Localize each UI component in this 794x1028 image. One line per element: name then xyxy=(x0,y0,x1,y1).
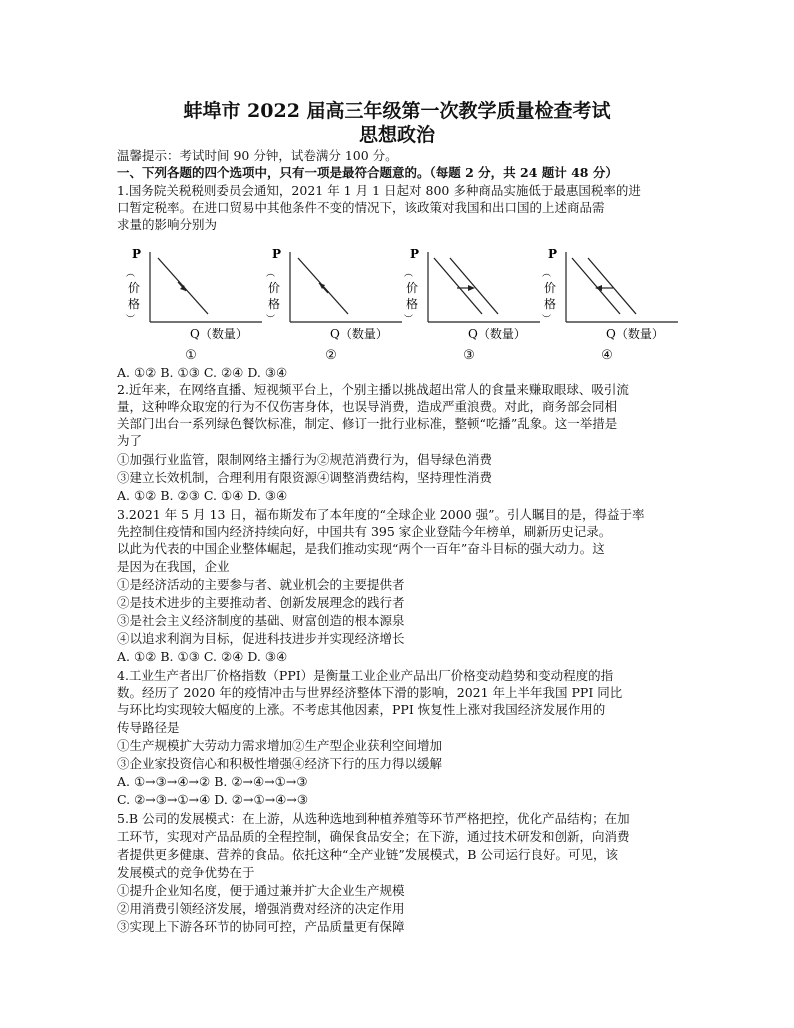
q1-line: 口暂定税率。在进口贸易中其他条件不变的情况下，该政策对我国和出口国的上述商品需 xyxy=(117,200,605,215)
graph-q-label: Q（数量） xyxy=(606,327,664,341)
graph-price-char: 格 xyxy=(544,297,557,311)
q2-line: 为了 xyxy=(117,433,143,448)
graph-paren: ︵ xyxy=(404,269,414,279)
graph-paren: ︶ xyxy=(542,315,552,325)
exam-title: 蚌埠市 2022 届高三年级第一次教学质量检查考试 xyxy=(183,100,611,122)
graph-paren: ︵ xyxy=(126,269,136,279)
exam-tip: 温馨提示：考试时间 90 分钟，试卷满分 100 分。 xyxy=(117,148,398,163)
q5-line: ③实现上下游各环节的协同可控，产品质量更有保障 xyxy=(117,919,405,934)
q3-line: ③是社会主义经济制度的基础、财富创造的根本源泉 xyxy=(117,613,405,628)
graph-q-label: Q（数量） xyxy=(330,327,388,341)
q4-options: A. ①→③→④→② B. ②→④→①→③ xyxy=(117,774,308,789)
q3-line: 是因为在我国，企业 xyxy=(117,559,230,574)
q5-line: 者提供更多健康、营养的食品。依托这种“全产业链”发展模式，B 公司运行良好。可见，该 xyxy=(117,847,618,862)
graph-price-char: 价 xyxy=(544,281,557,295)
q1-line: 1.国务院关税税则委员会通知，2021 年 1 月 1 日起对 800 多种商品实施低于最惠国税率的进 xyxy=(117,183,641,198)
q4-line: 4.工业生产者出厂价格指数（PPI）是衡量工业企业产品出厂价格变动趋势和变动程度的指 xyxy=(117,668,614,683)
q5-line: ①提升企业知名度，便于通过兼并扩大企业生产规模 xyxy=(117,883,405,898)
graph-label-4: ④ xyxy=(601,348,613,363)
q1-options: A. ①② B. ①③ C. ②④ D. ③④ xyxy=(117,365,288,380)
graph-paren: ︶ xyxy=(126,315,136,325)
graph-q-label: Q（数量） xyxy=(468,327,526,341)
q4-line: ③企业家投资信心和积极性增强④经济下行的压力得以缓解 xyxy=(117,756,443,771)
q2-line: 量，这种哗众取宠的行为不仅伤害身体，也误导消费，造成严重浪费。对此，商务部会同相 xyxy=(117,399,618,414)
q3-line: 以此为代表的中国企业整体崛起，是我们推动实现“两个一百年”奋斗目标的强大动力。这 xyxy=(117,541,605,556)
q3-line: 先控制住疫情和国内经济持续向好，中国共有 395 家企业登陆今年榜单，刷新历史记录。 xyxy=(117,524,612,539)
graph-price-char: 价 xyxy=(406,281,419,295)
q5-line: 5.B 公司的发展模式：在上游，从选种选地到种植养殖等环节严格把控，优化产品结构；在加 xyxy=(117,811,630,826)
graph-paren: ︵ xyxy=(266,269,276,279)
q3-line: ④以追求利润为目标，促进科技进步并实现经济增长 xyxy=(117,631,405,646)
graph-p-label: P xyxy=(272,247,282,261)
q4-line: ①生产规模扩大劳动力需求增加②生产型企业获利空间增加 xyxy=(117,738,443,753)
graph-paren: ︶ xyxy=(266,315,276,325)
q3-line: ②是技术进步的主要推动者、创新发展理念的践行者 xyxy=(117,595,405,610)
graph-3 xyxy=(404,246,544,342)
section-heading: 一、下列各题的四个选项中，只有一项是最符合题意的。（每题 2 分，共 24 题计 48 分） xyxy=(117,165,618,180)
q3-line: 3.2021 年 5 月 13 日，福布斯发布了本年度的“全球企业 2000 强”。引人瞩目的是，得益于率 xyxy=(117,507,645,522)
q2-line: 关部门出台一系列绿色餐饮标准，制定、修订一批行业标准，整顿“吃播”乱象。这一举措是 xyxy=(117,416,618,431)
q5-line: 发展模式的竞争优势在于 xyxy=(117,865,255,880)
graph-p-label: P xyxy=(410,247,420,261)
graph-paren: ︵ xyxy=(542,269,552,279)
q3-line: ①是经济活动的主要参与者、就业机会的主要提供者 xyxy=(117,577,405,592)
graph-label-3: ③ xyxy=(463,348,475,363)
graph-price-char: 价 xyxy=(128,281,141,295)
graph-p-label: P xyxy=(548,247,558,261)
q3-options: A. ①② B. ①③ C. ②④ D. ③④ xyxy=(117,649,288,664)
graph-p-label: P xyxy=(132,247,142,261)
graph-1 xyxy=(126,246,266,342)
graph-price-char: 格 xyxy=(268,297,281,311)
q5-line: ②用消费引领经济发展，增强消费对经济的决定作用 xyxy=(117,901,405,916)
q5-line: 工环节，实现对产品品质的全程控制，确保食品安全；在下游，通过技术研发和创新，向消费 xyxy=(117,829,630,844)
q1-line: 求量的影响分别为 xyxy=(117,217,218,232)
q4-line: 与环比均实现较大幅度的上涨。不考虑其他因素，PPI 恢复性上涨对我国经济发展作用的 xyxy=(117,702,606,717)
q2-options: A. ①② B. ②③ C. ①④ D. ③④ xyxy=(117,488,288,503)
graph-price-char: 格 xyxy=(406,297,419,311)
q2-line: ③建立长效机制，合理利用有限资源④调整消费结构，坚持理性消费 xyxy=(117,470,493,485)
q2-line: 2.近年来，在网络直播、短视频平台上，个别主播以挑战超出常人的食量来赚取眼球、吸引流 xyxy=(117,382,629,397)
graph-paren: ︶ xyxy=(404,315,414,325)
graph-label-2: ② xyxy=(325,348,337,363)
q4-line: 传导路径是 xyxy=(117,720,180,735)
exam-subject: 思想政治 xyxy=(358,124,435,146)
q2-line: ①加强行业监管，限制网络主播行为②规范消费行为，倡导绿色消费 xyxy=(117,452,493,467)
q4-options: C. ②→③→①→④ D. ②→①→④→③ xyxy=(117,792,309,807)
graph-price-char: 格 xyxy=(128,297,141,311)
graph-4 xyxy=(542,246,682,342)
graph-2 xyxy=(266,246,406,342)
q4-line: 数。经历了 2020 年的疫情冲击与世界经济整体下滑的影响，2021 年上半年我国 PPI 同比 xyxy=(117,685,623,700)
graph-label-1: ① xyxy=(185,348,197,363)
graph-q-label: Q（数量） xyxy=(190,327,248,341)
graph-price-char: 价 xyxy=(268,281,281,295)
